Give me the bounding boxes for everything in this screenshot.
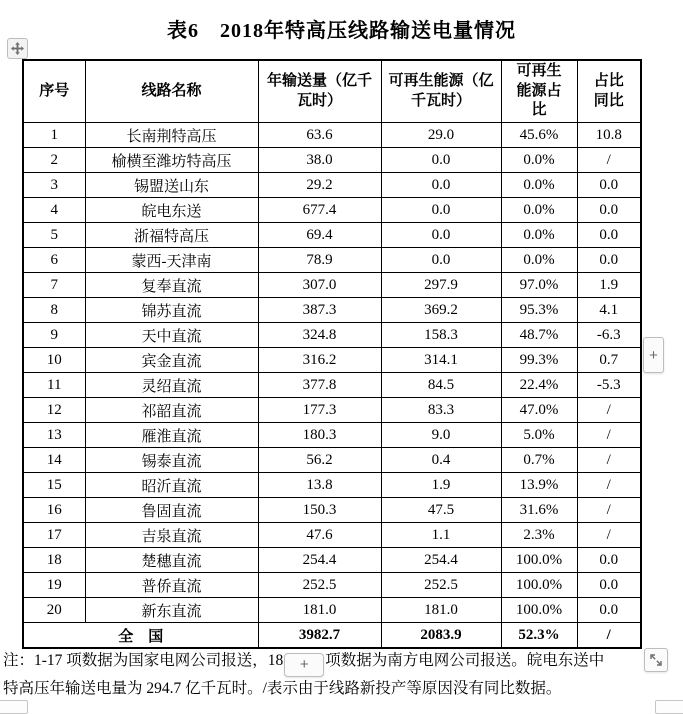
table-cell: /: [577, 498, 641, 523]
table-row: [23, 498, 641, 523]
table-cell: 0.0%: [501, 223, 577, 248]
table-cell: 0.0: [381, 198, 501, 223]
table-cell: 13.9%: [501, 473, 577, 498]
table-cell: 浙福特高压: [85, 223, 258, 248]
table-cell: 0.0%: [501, 248, 577, 273]
table-cell: 20: [23, 598, 85, 623]
table-cell: 天中直流: [85, 323, 258, 348]
table-row: [23, 448, 641, 473]
col-header-renewable-share: 可再生能源占比: [501, 60, 577, 123]
table-cell: 95.3%: [501, 298, 577, 323]
table-cell: -5.3: [577, 373, 641, 398]
table-cell: 56.2: [258, 448, 381, 473]
total-renewable-cell: 2083.9: [381, 623, 501, 649]
table-cell: 297.9: [381, 273, 501, 298]
table-cell: 100.0%: [501, 548, 577, 573]
table-row: [23, 398, 641, 423]
table-cell: 0.0: [381, 248, 501, 273]
table-cell: 0.0: [577, 548, 641, 573]
table-cell: 18: [23, 548, 85, 573]
total-row: [23, 623, 641, 649]
table-row: [23, 548, 641, 573]
table-cell: 0.0%: [501, 148, 577, 173]
table-cell: 45.6%: [501, 123, 577, 148]
table-cell: 复奉直流: [85, 273, 258, 298]
table-row: [23, 173, 641, 198]
plus-icon: +: [299, 656, 309, 673]
table-cell: 0.0: [577, 198, 641, 223]
table-cell: 29.2: [258, 173, 381, 198]
table-cell: 吉泉直流: [85, 523, 258, 548]
table-cell: 1: [23, 123, 85, 148]
table-cell: 48.7%: [501, 323, 577, 348]
table-cell: 69.4: [258, 223, 381, 248]
table-row: [23, 473, 641, 498]
table-cell: 254.4: [258, 548, 381, 573]
table-cell: 12: [23, 398, 85, 423]
table-cell: /: [577, 523, 641, 548]
table-cell: 254.4: [381, 548, 501, 573]
table-cell: 1.1: [381, 523, 501, 548]
header-row: [23, 60, 641, 123]
table-cell: 蒙西-天津南: [85, 248, 258, 273]
table-row: [23, 373, 641, 398]
table-cell: 158.3: [381, 323, 501, 348]
total-yoy-cell: /: [577, 623, 641, 649]
table-cell: 11: [23, 373, 85, 398]
table-cell: 锦苏直流: [85, 298, 258, 323]
table-cell: /: [577, 148, 641, 173]
plus-icon: +: [649, 346, 658, 364]
table-cell: 15: [23, 473, 85, 498]
table-cell: 2.3%: [501, 523, 577, 548]
table-cell: 677.4: [258, 198, 381, 223]
table-cell: 普侨直流: [85, 573, 258, 598]
table-cell: 鲁固直流: [85, 498, 258, 523]
table-row: [23, 423, 641, 448]
table-body: [23, 123, 641, 623]
table-cell: 19: [23, 573, 85, 598]
table-row: [23, 198, 641, 223]
table-cell: 皖电东送: [85, 198, 258, 223]
table-cell: 13: [23, 423, 85, 448]
table-row: [23, 348, 641, 373]
table-cell: 2: [23, 148, 85, 173]
table-cell: 新东直流: [85, 598, 258, 623]
inline-insert-button[interactable]: [284, 653, 324, 677]
table-cell: /: [577, 448, 641, 473]
table-cell: 22.4%: [501, 373, 577, 398]
table-cell: 锡盟送山东: [85, 173, 258, 198]
table-cell: 0.0: [577, 248, 641, 273]
table-cell: 0.0: [577, 573, 641, 598]
table-cell: 9: [23, 323, 85, 348]
col-header-share-yoy: 占比同比: [577, 60, 641, 123]
table-cell: 0.0%: [501, 173, 577, 198]
table-cell: 181.0: [258, 598, 381, 623]
move-cross-icon: [11, 42, 24, 55]
table-cell: 1.9: [381, 473, 501, 498]
table-cell: 4.1: [577, 298, 641, 323]
table-cell: 0.0: [381, 148, 501, 173]
table-cell: 5: [23, 223, 85, 248]
table-cell: 榆横至潍坊特高压: [85, 148, 258, 173]
table-cell: 63.6: [258, 123, 381, 148]
table-cell: 0.7%: [501, 448, 577, 473]
page-title: 表6 2018年特高压线路输送电量情况: [167, 20, 516, 42]
table-cell: 377.8: [258, 373, 381, 398]
table-cell: 锡泰直流: [85, 448, 258, 473]
table-cell: 177.3: [258, 398, 381, 423]
table-row: [23, 298, 641, 323]
insert-row-button[interactable]: [643, 337, 664, 373]
table-cell: 1.9: [577, 273, 641, 298]
table-cell: 100.0%: [501, 573, 577, 598]
col-header-line-name: 线路名称: [85, 60, 258, 123]
table-cell: 31.6%: [501, 498, 577, 523]
col-header-index: 序号: [23, 60, 85, 123]
table-cell: 昭沂直流: [85, 473, 258, 498]
table-cell: 14: [23, 448, 85, 473]
table-cell: 100.0%: [501, 598, 577, 623]
col-header-renewable: 可再生能源（亿千瓦时）: [381, 60, 501, 123]
table-row: [23, 598, 641, 623]
table-cell: 0.0: [577, 223, 641, 248]
table-cell: 楚穗直流: [85, 548, 258, 573]
table-cell: 0.0: [381, 223, 501, 248]
footnote-line2: 特高压年输送电量为 294.7 亿千瓦时。/表示由于线路新投产等原因没有同比数据。: [3, 680, 562, 697]
table-cell: 0.0%: [501, 198, 577, 223]
table-cell: 316.2: [258, 348, 381, 373]
table-cell: 29.0: [381, 123, 501, 148]
table-cell: 314.1: [381, 348, 501, 373]
table-row: [23, 223, 641, 248]
table-cell: 387.3: [258, 298, 381, 323]
table-cell: 17: [23, 523, 85, 548]
table-cell: 16: [23, 498, 85, 523]
table-cell: /: [577, 398, 641, 423]
table-cell: 5.0%: [501, 423, 577, 448]
table-cell: 0.4: [381, 448, 501, 473]
table-cell: 0.0: [577, 598, 641, 623]
table-cell: 369.2: [381, 298, 501, 323]
uhv-transmission-table: [22, 59, 642, 649]
footnote: [3, 649, 675, 701]
table-cell: 0.0: [577, 173, 641, 198]
table-row: [23, 273, 641, 298]
table-cell: 324.8: [258, 323, 381, 348]
table-cell: -6.3: [577, 323, 641, 348]
table-cell: 252.5: [381, 573, 501, 598]
table-cell: 47.6: [258, 523, 381, 548]
col-header-annual-volume: 年输送量（亿千瓦时）: [258, 60, 381, 123]
table-cell: 0.0: [381, 173, 501, 198]
table-cell: 47.0%: [501, 398, 577, 423]
table-cell: 长南荆特高压: [85, 123, 258, 148]
table-cell: 13.8: [258, 473, 381, 498]
table-cell: /: [577, 473, 641, 498]
table-cell: 38.0: [258, 148, 381, 173]
table-cell: 78.9: [258, 248, 381, 273]
table-row: [23, 523, 641, 548]
table-row: [23, 148, 641, 173]
table-cell: 84.5: [381, 373, 501, 398]
table-row: [23, 573, 641, 598]
table-row: [23, 123, 641, 148]
table-cell: /: [577, 423, 641, 448]
table-cell: 180.3: [258, 423, 381, 448]
table-cell: 灵绍直流: [85, 373, 258, 398]
table-cell: 祁韶直流: [85, 398, 258, 423]
table-cell: 83.3: [381, 398, 501, 423]
table-cell: 4: [23, 198, 85, 223]
table-row: [23, 248, 641, 273]
table-cell: 10: [23, 348, 85, 373]
table-cell: 0.7: [577, 348, 641, 373]
table-cell: 3: [23, 173, 85, 198]
footnote-line1-after: 项数据为南方电网公司报送。皖电东送中: [325, 652, 605, 669]
table-cell: 47.5: [381, 498, 501, 523]
table-cell: 宾金直流: [85, 348, 258, 373]
table-cell: 7: [23, 273, 85, 298]
total-annual-cell: 3982.7: [258, 623, 381, 649]
bottom-left-control-stub[interactable]: [0, 700, 28, 714]
table-cell: 9.0: [381, 423, 501, 448]
table-cell: 181.0: [381, 598, 501, 623]
total-label-cell: 全 国: [23, 623, 258, 649]
table-cell: 99.3%: [501, 348, 577, 373]
total-share-cell: 52.3%: [501, 623, 577, 649]
table-row: [23, 323, 641, 348]
footnote-line1-before: 注：1-17 项数据为国家电网公司报送，18: [3, 652, 284, 669]
table-cell: 252.5: [258, 573, 381, 598]
table-cell: 307.0: [258, 273, 381, 298]
table-cell: 150.3: [258, 498, 381, 523]
table-cell: 97.0%: [501, 273, 577, 298]
bottom-right-control-stub[interactable]: [655, 700, 683, 714]
table-cell: 10.8: [577, 123, 641, 148]
table-cell: 8: [23, 298, 85, 323]
table-cell: 6: [23, 248, 85, 273]
table-cell: 雁淮直流: [85, 423, 258, 448]
